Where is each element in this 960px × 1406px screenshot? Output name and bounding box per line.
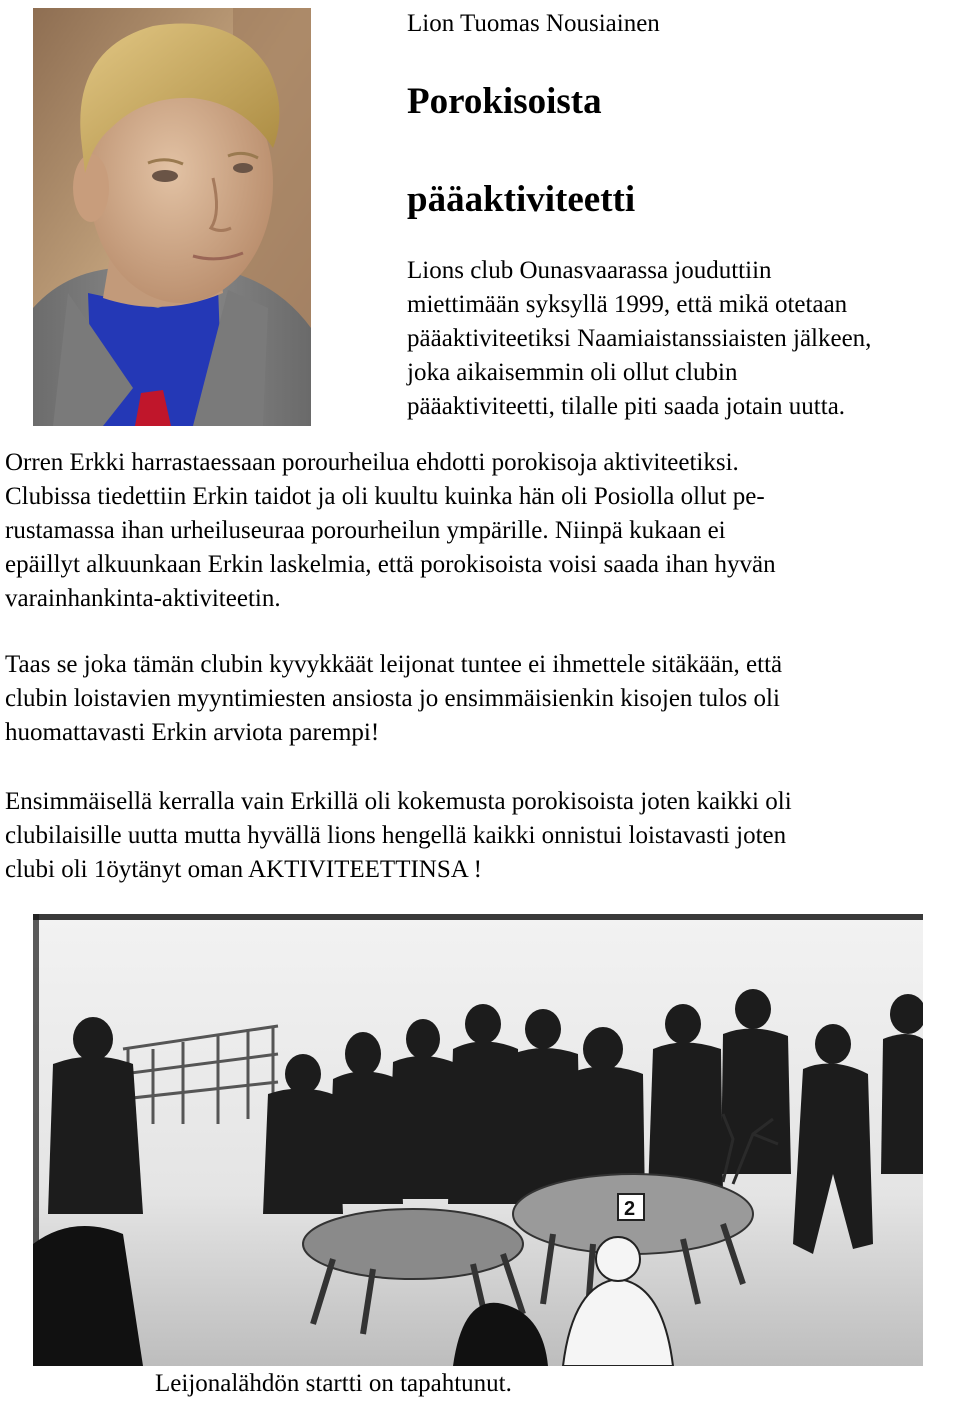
intro-line: joka aikaisemmin oli ollut clubin <box>407 359 738 386</box>
paragraph-2-line: huomattavasti Erkin arviota parempi! <box>5 719 380 746</box>
author-name: Lion Tuomas Nousiainen <box>407 10 660 37</box>
portrait-photo <box>33 8 311 426</box>
svg-text:2: 2 <box>624 1198 636 1220</box>
paragraph-2-line: Taas se joka tämän clubin kyvykkäät leijonat tuntee ei ihmettele sitäkään, että <box>5 651 783 678</box>
intro-line: miettimään syksyllä 1999, että mikä otetaan <box>407 291 848 318</box>
page-title-line-2: pääaktiviteetti <box>407 179 636 220</box>
paragraph-1-line: varainhankinta-aktiviteetin. <box>5 585 281 612</box>
paragraph-1-line: Clubissa tiedettiin Erkin taidot ja oli kuultu kuinka hän oli Posiolla ollut pe- <box>5 483 765 510</box>
photo-caption: Leijonalähdön startti on tapahtunut. <box>155 1370 512 1397</box>
paragraph-3-line: clubilaisille uutta mutta hyvällä lions hengellä kaikki onnistui loistavasti joten <box>5 822 787 849</box>
paragraph-2-line: clubin loistavien myyntimiesten ansiosta jo ensimmäisienkin kisojen tulos oli <box>5 685 780 712</box>
paragraph-1-line: Orren Erkki harrastaessaan porourheilua ehdotti porokisoja aktiviteetiksi. <box>5 449 739 476</box>
intro-line: pääaktiviteetiksi Naamiaistanssiaisten jälkeen, <box>407 325 872 352</box>
paragraph-1-line: rustamassa ihan urheiluseuraa porourheilun ympärille. Niinpä kukaan ei <box>5 517 726 544</box>
reindeer-race-photo <box>33 914 923 1366</box>
intro-line: Lions club Ounasvaarassa jouduttiin <box>407 257 772 284</box>
paragraph-1-line: epäillyt alkuunkaan Erkin laskelmia, että porokisoista voisi saada ihan hyvän <box>5 551 776 578</box>
intro-line: pääaktiviteetti, tilalle piti saada jotain uutta. <box>407 393 846 420</box>
page-title: Porokisoista <box>407 81 602 122</box>
paragraph-3-line: Ensimmäisellä kerralla vain Erkillä oli kokemusta porokisoista joten kaikki oli <box>5 788 792 815</box>
paragraph-3-line: clubi oli 1öytänyt oman AKTIVITEETTINSA ! <box>5 856 483 883</box>
